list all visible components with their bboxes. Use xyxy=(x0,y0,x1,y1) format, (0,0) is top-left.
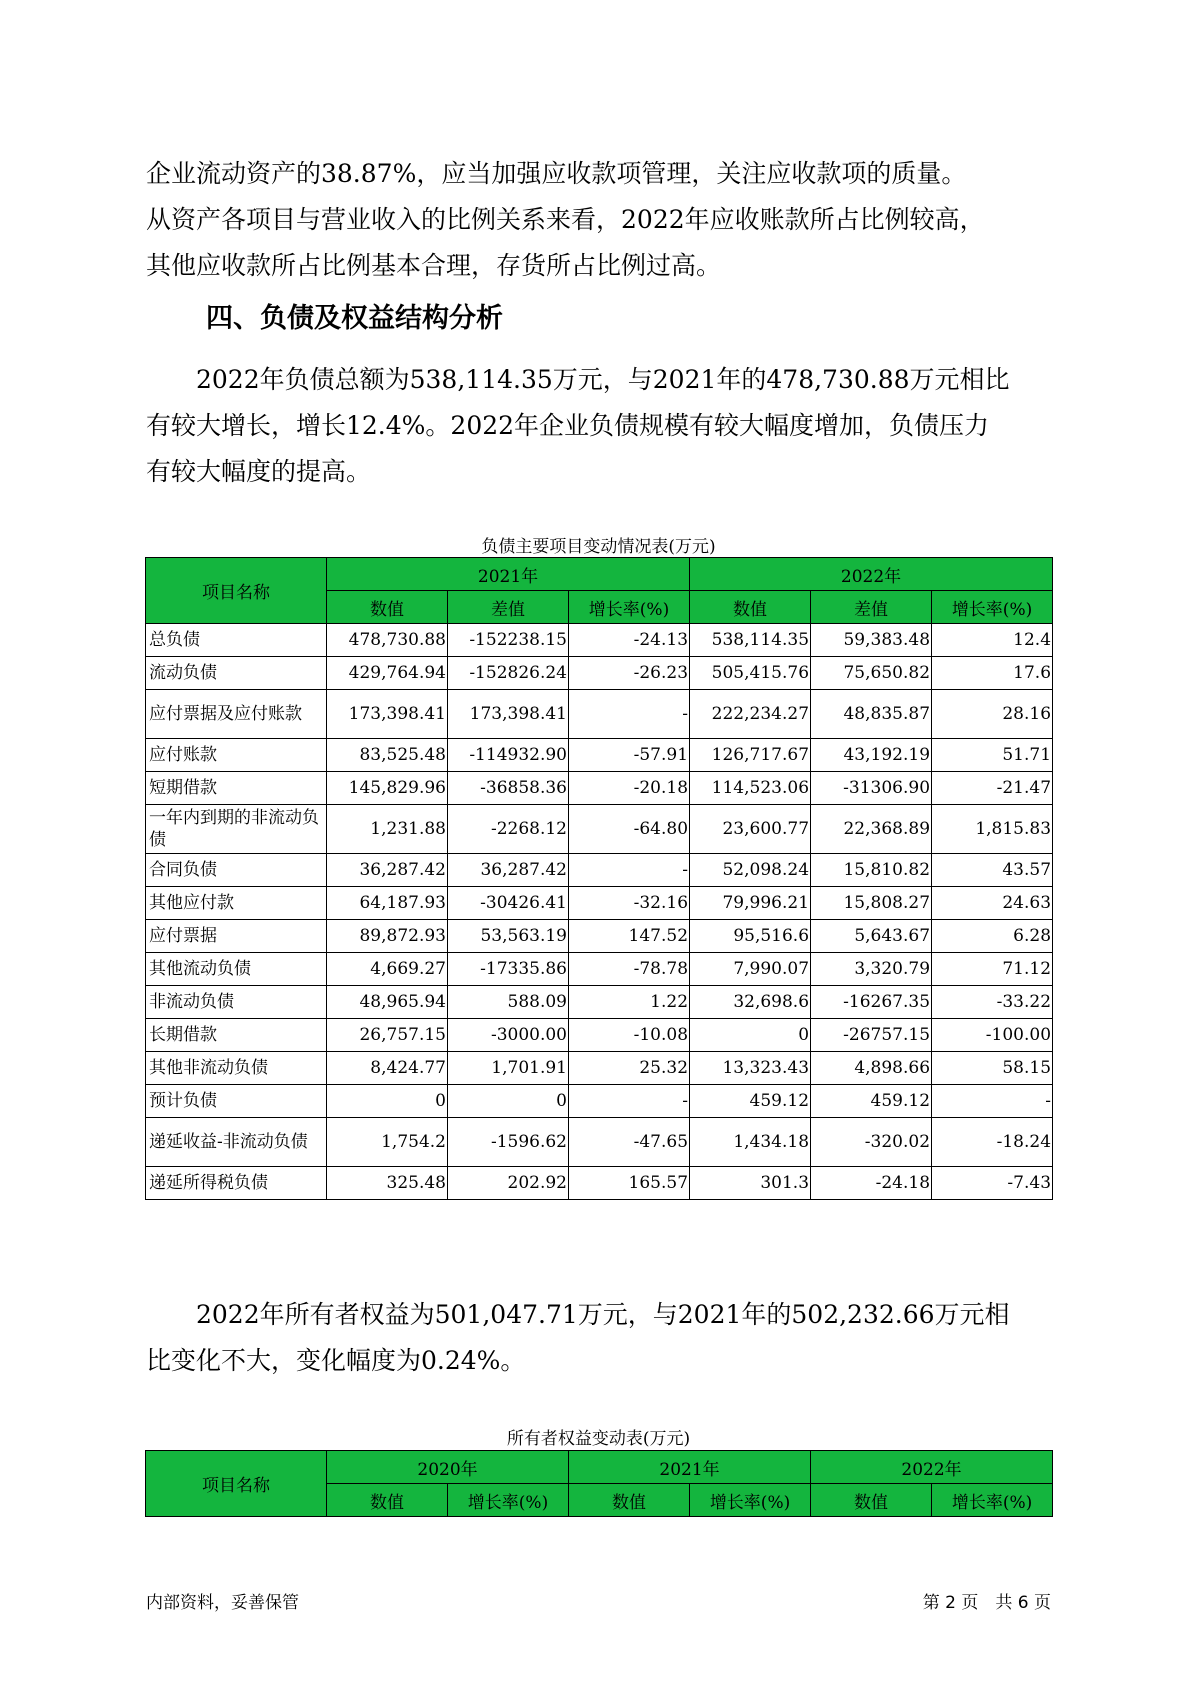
table-cell: 173,398.41 xyxy=(448,690,569,739)
table-cell: 83,525.48 xyxy=(327,739,448,772)
table-cell: 1.22 xyxy=(569,986,690,1019)
row-name: 应付票据及应付账款 xyxy=(146,690,327,739)
subheader: 增长率(%) xyxy=(448,1484,569,1517)
table-cell: -78.78 xyxy=(569,953,690,986)
table-cell: - xyxy=(569,1085,690,1118)
liability-line: 2022年负债总额为538,114.35万元，与2021年的478,730.88万元相比 xyxy=(146,365,1010,394)
table-cell: 52,098.24 xyxy=(690,854,811,887)
table-row xyxy=(146,739,1053,772)
table-cell: 1,701.91 xyxy=(448,1052,569,1085)
table-cell: 13,323.43 xyxy=(690,1052,811,1085)
table-cell: 1,434.18 xyxy=(690,1118,811,1167)
table-cell: -30426.41 xyxy=(448,887,569,920)
table-cell: 59,383.48 xyxy=(811,624,932,657)
table-cell: 12.4 xyxy=(932,624,1053,657)
equity-table-caption: 所有者权益变动表(万元) xyxy=(506,1429,691,1449)
table-cell: 32,698.6 xyxy=(690,986,811,1019)
liability-line: 有较大幅度的提高。 xyxy=(146,457,372,486)
table-cell: 15,810.82 xyxy=(811,854,932,887)
year-header: 2021年 xyxy=(327,558,690,591)
subheader: 数值 xyxy=(327,1484,448,1517)
table-cell: 429,764.94 xyxy=(327,657,448,690)
table-cell: 53,563.19 xyxy=(448,920,569,953)
row-name: 递延所得税负债 xyxy=(146,1167,327,1200)
table-cell: 58.15 xyxy=(932,1052,1053,1085)
table-cell: - xyxy=(569,854,690,887)
table-cell: -100.00 xyxy=(932,1019,1053,1052)
table-cell: 8,424.77 xyxy=(327,1052,448,1085)
row-name: 合同负债 xyxy=(146,854,327,887)
table-row xyxy=(146,690,1053,739)
row-name: 长期借款 xyxy=(146,1019,327,1052)
row-name: 其他非流动负债 xyxy=(146,1052,327,1085)
table-row xyxy=(146,986,1053,1019)
subheader: 数值 xyxy=(811,1484,932,1517)
table-cell: -10.08 xyxy=(569,1019,690,1052)
row-name: 递延收益-非流动负债 xyxy=(146,1118,327,1167)
table-cell: 79,996.21 xyxy=(690,887,811,920)
table-cell: 173,398.41 xyxy=(327,690,448,739)
subheader: 数值 xyxy=(690,591,811,624)
row-name: 短期借款 xyxy=(146,772,327,805)
table-cell: 17.6 xyxy=(932,657,1053,690)
subheader: 增长率(%) xyxy=(569,591,690,624)
table-cell: 75,650.82 xyxy=(811,657,932,690)
table-cell: 588.09 xyxy=(448,986,569,1019)
table-row xyxy=(146,624,1053,657)
table-cell: -1596.62 xyxy=(448,1118,569,1167)
subheader: 增长率(%) xyxy=(932,1484,1053,1517)
table-cell: -20.18 xyxy=(569,772,690,805)
table-row xyxy=(146,854,1053,887)
table-cell: -26757.15 xyxy=(811,1019,932,1052)
table-cell: -18.24 xyxy=(932,1118,1053,1167)
table-cell: -21.47 xyxy=(932,772,1053,805)
table-cell: 71.12 xyxy=(932,953,1053,986)
table-cell: -16267.35 xyxy=(811,986,932,1019)
table-cell: 28.16 xyxy=(932,690,1053,739)
table-cell: 95,516.6 xyxy=(690,920,811,953)
table-cell: 478,730.88 xyxy=(327,624,448,657)
table-cell: 114,523.06 xyxy=(690,772,811,805)
table-cell: -17335.86 xyxy=(448,953,569,986)
table-cell: 36,287.42 xyxy=(448,854,569,887)
table-cell: -24.18 xyxy=(811,1167,932,1200)
name-header: 项目名称 xyxy=(146,1451,327,1517)
table-row xyxy=(146,1085,1053,1118)
table-cell: 0 xyxy=(690,1019,811,1052)
row-name: 一年内到期的非流动负债 xyxy=(146,805,327,854)
table-cell: 222,234.27 xyxy=(690,690,811,739)
table-cell: 43,192.19 xyxy=(811,739,932,772)
table-cell: 0 xyxy=(448,1085,569,1118)
table-cell: 4,898.66 xyxy=(811,1052,932,1085)
table-cell: -64.80 xyxy=(569,805,690,854)
table-row xyxy=(146,1019,1053,1052)
table-cell: 7,990.07 xyxy=(690,953,811,986)
table-cell: 325.48 xyxy=(327,1167,448,1200)
table-row xyxy=(146,920,1053,953)
table-cell: -2268.12 xyxy=(448,805,569,854)
table-cell: 145,829.96 xyxy=(327,772,448,805)
equity-line: 比变化不大，变化幅度为0.24%。 xyxy=(146,1346,526,1375)
table-cell: 459.12 xyxy=(811,1085,932,1118)
footer-confidential: 内部资料，妥善保管 xyxy=(146,1593,299,1613)
table-cell: 89,872.93 xyxy=(327,920,448,953)
table-cell: 4,669.27 xyxy=(327,953,448,986)
table-cell: 147.52 xyxy=(569,920,690,953)
table-cell: 459.12 xyxy=(690,1085,811,1118)
table-cell: -57.91 xyxy=(569,739,690,772)
table-cell: 538,114.35 xyxy=(690,624,811,657)
table-cell: 1,815.83 xyxy=(932,805,1053,854)
table-cell: 36,287.42 xyxy=(327,854,448,887)
table-cell: -152826.24 xyxy=(448,657,569,690)
table-cell: 24.63 xyxy=(932,887,1053,920)
intro-line: 从资产各项目与营业收入的比例关系来看，2022年应收账款所占比例较高， xyxy=(146,205,985,234)
table-cell: 15,808.27 xyxy=(811,887,932,920)
table-cell: 0 xyxy=(327,1085,448,1118)
table-row xyxy=(146,1167,1053,1200)
year-header: 2022年 xyxy=(690,558,1053,591)
row-name: 非流动负债 xyxy=(146,986,327,1019)
table-cell: 25.32 xyxy=(569,1052,690,1085)
table-cell: 165.57 xyxy=(569,1167,690,1200)
intro-line: 其他应收款所占比例基本合理，存货所占比例过高。 xyxy=(146,251,722,280)
table-cell: 1,754.2 xyxy=(327,1118,448,1167)
table-cell: 48,835.87 xyxy=(811,690,932,739)
table-cell: -7.43 xyxy=(932,1167,1053,1200)
table-row xyxy=(146,657,1053,690)
table-row xyxy=(146,772,1053,805)
table-cell: - xyxy=(932,1085,1053,1118)
table-row xyxy=(146,887,1053,920)
table-cell: 26,757.15 xyxy=(327,1019,448,1052)
table-cell: 22,368.89 xyxy=(811,805,932,854)
table-cell: 5,643.67 xyxy=(811,920,932,953)
table-cell: 1,231.88 xyxy=(327,805,448,854)
subheader: 数值 xyxy=(569,1484,690,1517)
table-cell: 202.92 xyxy=(448,1167,569,1200)
table-cell: 64,187.93 xyxy=(327,887,448,920)
table-cell: 23,600.77 xyxy=(690,805,811,854)
equity-paragraph xyxy=(146,1292,1051,1384)
table-cell: 505,415.76 xyxy=(690,657,811,690)
subheader: 差值 xyxy=(811,591,932,624)
name-header: 项目名称 xyxy=(146,558,327,624)
table-cell: 3,320.79 xyxy=(811,953,932,986)
table-cell: 43.57 xyxy=(932,854,1053,887)
table-cell: - xyxy=(569,690,690,739)
table-cell: 301.3 xyxy=(690,1167,811,1200)
table-cell: -26.23 xyxy=(569,657,690,690)
table-cell: 48,965.94 xyxy=(327,986,448,1019)
table-row xyxy=(146,1118,1053,1167)
table-row xyxy=(146,805,1053,854)
table-cell: -3000.00 xyxy=(448,1019,569,1052)
table-cell: -320.02 xyxy=(811,1118,932,1167)
liability-table xyxy=(145,557,1053,1200)
row-name: 预计负债 xyxy=(146,1085,327,1118)
subheader: 增长率(%) xyxy=(932,591,1053,624)
liability-line: 有较大增长，增长12.4%。2022年企业负债规模有较大幅度增加，负债压力 xyxy=(146,411,990,440)
row-name: 流动负债 xyxy=(146,657,327,690)
row-name: 其他流动负债 xyxy=(146,953,327,986)
year-header: 2022年 xyxy=(811,1451,1053,1484)
row-name: 应付账款 xyxy=(146,739,327,772)
intro-line: 企业流动资产的38.87%，应当加强应收款项管理，关注应收款项的质量。 xyxy=(146,159,967,188)
year-header: 2020年 xyxy=(327,1451,569,1484)
year-header: 2021年 xyxy=(569,1451,811,1484)
row-name: 应付票据 xyxy=(146,920,327,953)
table-row xyxy=(146,1052,1053,1085)
table-cell: 51.71 xyxy=(932,739,1053,772)
subheader: 差值 xyxy=(448,591,569,624)
intro-paragraph xyxy=(146,151,1051,289)
table-cell: -36858.36 xyxy=(448,772,569,805)
section-heading: 四、负债及权益结构分析 xyxy=(206,303,503,334)
table-cell: -114932.90 xyxy=(448,739,569,772)
row-name: 其他应付款 xyxy=(146,887,327,920)
table-cell: -32.16 xyxy=(569,887,690,920)
table-cell: -152238.15 xyxy=(448,624,569,657)
liability-table-body xyxy=(146,624,1053,1200)
subheader: 数值 xyxy=(327,591,448,624)
liability-table-caption: 负债主要项目变动情况表(万元) xyxy=(481,537,716,557)
subheader: 增长率(%) xyxy=(690,1484,811,1517)
table-cell: 6.28 xyxy=(932,920,1053,953)
equity-table xyxy=(145,1450,1053,1517)
table-cell: -24.13 xyxy=(569,624,690,657)
table-row xyxy=(146,953,1053,986)
table-cell: -47.65 xyxy=(569,1118,690,1167)
footer-page-number: 第 2 页 共 6 页 xyxy=(922,1593,1051,1613)
table-cell: -31306.90 xyxy=(811,772,932,805)
row-name: 总负债 xyxy=(146,624,327,657)
equity-line: 2022年所有者权益为501,047.71万元，与2021年的502,232.66万元相 xyxy=(146,1300,1010,1329)
table-cell: 126,717.67 xyxy=(690,739,811,772)
liability-paragraph xyxy=(146,357,1051,495)
table-cell: -33.22 xyxy=(932,986,1053,1019)
